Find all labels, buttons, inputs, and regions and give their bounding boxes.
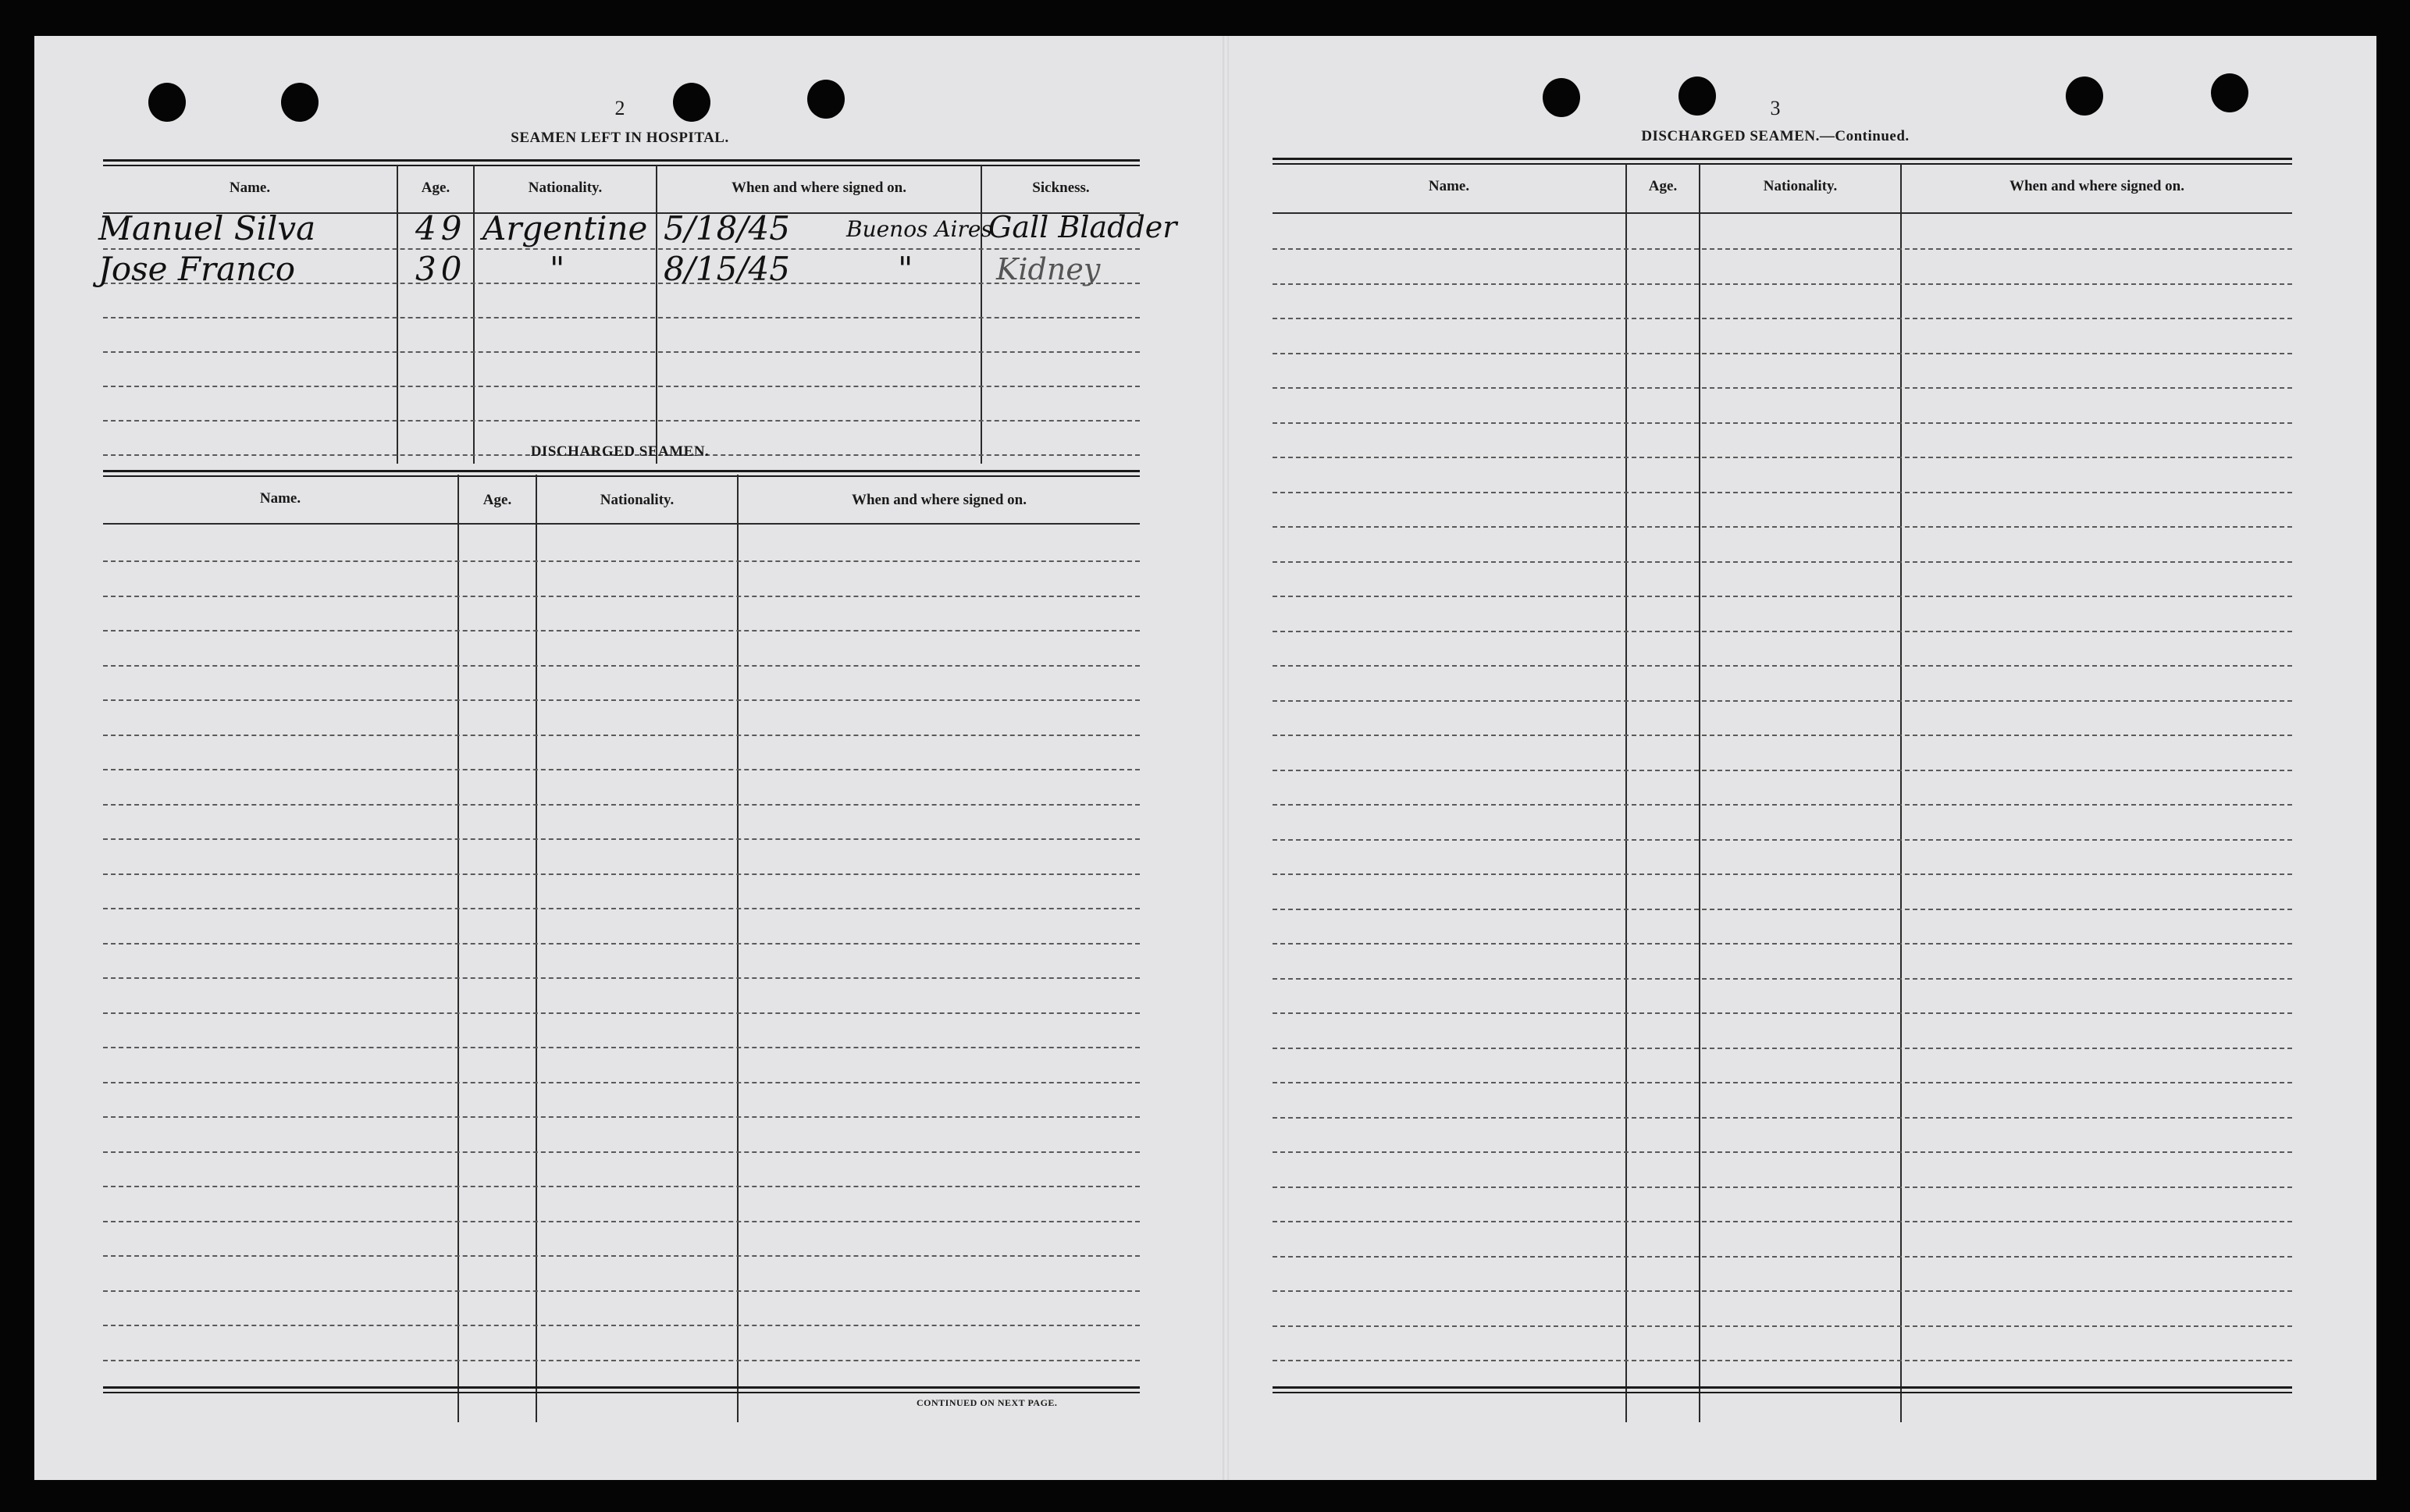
punch-hole: [1543, 78, 1580, 117]
col-header-nationality: Nationality.: [528, 180, 603, 196]
row-line: [1273, 770, 2292, 771]
row-line: [1273, 1186, 2292, 1188]
row-line: [103, 1151, 1140, 1153]
table-bottom-rule: [103, 1386, 1140, 1393]
entry-nationality: Argentine: [482, 209, 648, 247]
col-header-sickness: Sickness.: [1032, 180, 1090, 196]
row-line: [103, 1186, 1140, 1187]
row-line: [1273, 700, 2292, 702]
row-line: [1273, 978, 2292, 980]
page-number: 2: [614, 97, 625, 119]
row-line: [103, 699, 1140, 701]
row-line: [1273, 1256, 2292, 1258]
column-divider: [981, 165, 982, 464]
col-header-age: Age.: [421, 180, 450, 196]
row-line: [1273, 1012, 2292, 1014]
row-line: [1273, 1117, 2292, 1119]
table-top-rule: [103, 159, 1140, 166]
row-line: [103, 1012, 1140, 1014]
table-bottom-rule: [1273, 1386, 2292, 1393]
row-line: [103, 1325, 1140, 1326]
punch-hole: [2211, 73, 2248, 112]
row-line: [103, 630, 1140, 631]
entry-sickness: Kidney: [996, 252, 1101, 286]
row-line: [103, 1082, 1140, 1083]
row-line: [103, 386, 1140, 387]
column-divider: [737, 475, 739, 1422]
col-header-signed-on: When and where signed on.: [851, 492, 1027, 508]
row-line: [1273, 492, 2292, 493]
continued-note: CONTINUED ON NEXT PAGE.: [917, 1397, 1058, 1408]
row-line: [1273, 1221, 2292, 1222]
row-line: [1273, 631, 2292, 632]
entry-date: 5/18/45: [664, 209, 790, 247]
col-header-age: Age.: [482, 492, 512, 508]
punch-hole: [281, 83, 319, 122]
row-line: [1273, 804, 2292, 806]
col-header-signed-on: When and where signed on.: [731, 180, 906, 196]
col-header-name: Name.: [1428, 178, 1470, 194]
row-line: [1273, 665, 2292, 667]
entry-nationality: ": [550, 250, 565, 288]
row-line: [103, 351, 1140, 353]
row-line: [103, 596, 1140, 597]
row-line: [103, 1290, 1140, 1292]
section-title-discharged-continued: DISCHARGED SEAMEN.—Continued.: [1641, 128, 1910, 144]
table-top-rule: [103, 470, 1140, 477]
column-divider: [473, 165, 475, 464]
row-line: [103, 420, 1140, 422]
row-line: [1273, 422, 2292, 424]
row-line: [1273, 943, 2292, 945]
col-header-nationality: Nationality.: [600, 492, 675, 508]
header-rule: [103, 523, 1140, 525]
section-title-discharged: DISCHARGED SEAMEN.: [530, 443, 710, 460]
row-line: [1273, 596, 2292, 597]
row-line: [1273, 1151, 2292, 1153]
row-line: [1273, 1290, 2292, 1292]
document-sheet: [34, 36, 2376, 1480]
entry-date: 8/15/45: [664, 250, 790, 288]
entry-name: Manuel Silva: [98, 209, 316, 247]
entry-name: Jose Franco: [98, 250, 295, 288]
row-line: [103, 1255, 1140, 1257]
entry-sickness: Gall Bladder: [988, 210, 1177, 244]
row-line: [103, 977, 1140, 979]
punch-hole: [807, 80, 845, 119]
row-line: [103, 1116, 1140, 1118]
column-divider: [397, 165, 398, 464]
row-line: [103, 1221, 1140, 1222]
row-line: [1273, 1082, 2292, 1083]
header-rule: [1273, 212, 2292, 214]
row-line: [1273, 873, 2292, 875]
row-line: [1273, 839, 2292, 841]
col-header-name: Name.: [229, 180, 271, 196]
row-line: [1273, 909, 2292, 910]
row-line: [1273, 1360, 2292, 1361]
row-line: [1273, 1048, 2292, 1049]
row-line: [103, 1360, 1140, 1361]
section-title-hospital: SEAMEN LEFT IN HOSPITAL.: [511, 130, 729, 146]
row-line: [103, 735, 1140, 736]
row-line: [1273, 248, 2292, 250]
row-line: [1273, 457, 2292, 458]
row-line: [1273, 735, 2292, 736]
column-divider: [536, 475, 537, 1422]
punch-hole: [2066, 76, 2103, 116]
page-fold: [1223, 36, 1229, 1480]
punch-hole: [1678, 76, 1716, 116]
row-line: [103, 838, 1140, 840]
row-line: [103, 665, 1140, 667]
column-divider: [656, 165, 657, 464]
col-header-nationality: Nationality.: [1763, 178, 1838, 194]
row-line: [1273, 561, 2292, 563]
col-header-name: Name.: [259, 490, 301, 507]
entry-place: ": [898, 250, 913, 288]
row-line: [103, 943, 1140, 945]
table-top-rule: [1273, 158, 2292, 165]
row-line: [1273, 387, 2292, 389]
column-divider: [457, 475, 459, 1422]
row-line: [1273, 526, 2292, 528]
row-line: [1273, 283, 2292, 285]
row-line: [103, 1047, 1140, 1048]
row-line: [1273, 353, 2292, 354]
row-line: [103, 873, 1140, 875]
punch-hole: [673, 83, 710, 122]
col-header-signed-on: When and where signed on.: [2009, 178, 2184, 194]
col-header-age: Age.: [1648, 178, 1678, 194]
punch-hole: [148, 83, 186, 122]
entry-age: 49: [415, 209, 467, 247]
page-number: 3: [1770, 97, 1781, 119]
entry-place: Buenos Aires: [846, 216, 992, 242]
entry-age: 30: [415, 250, 467, 288]
row-line: [103, 804, 1140, 806]
row-line: [1273, 318, 2292, 319]
row-line: [103, 769, 1140, 770]
row-line: [103, 560, 1140, 562]
row-line: [103, 317, 1140, 318]
row-line: [103, 908, 1140, 909]
row-line: [1273, 1325, 2292, 1327]
